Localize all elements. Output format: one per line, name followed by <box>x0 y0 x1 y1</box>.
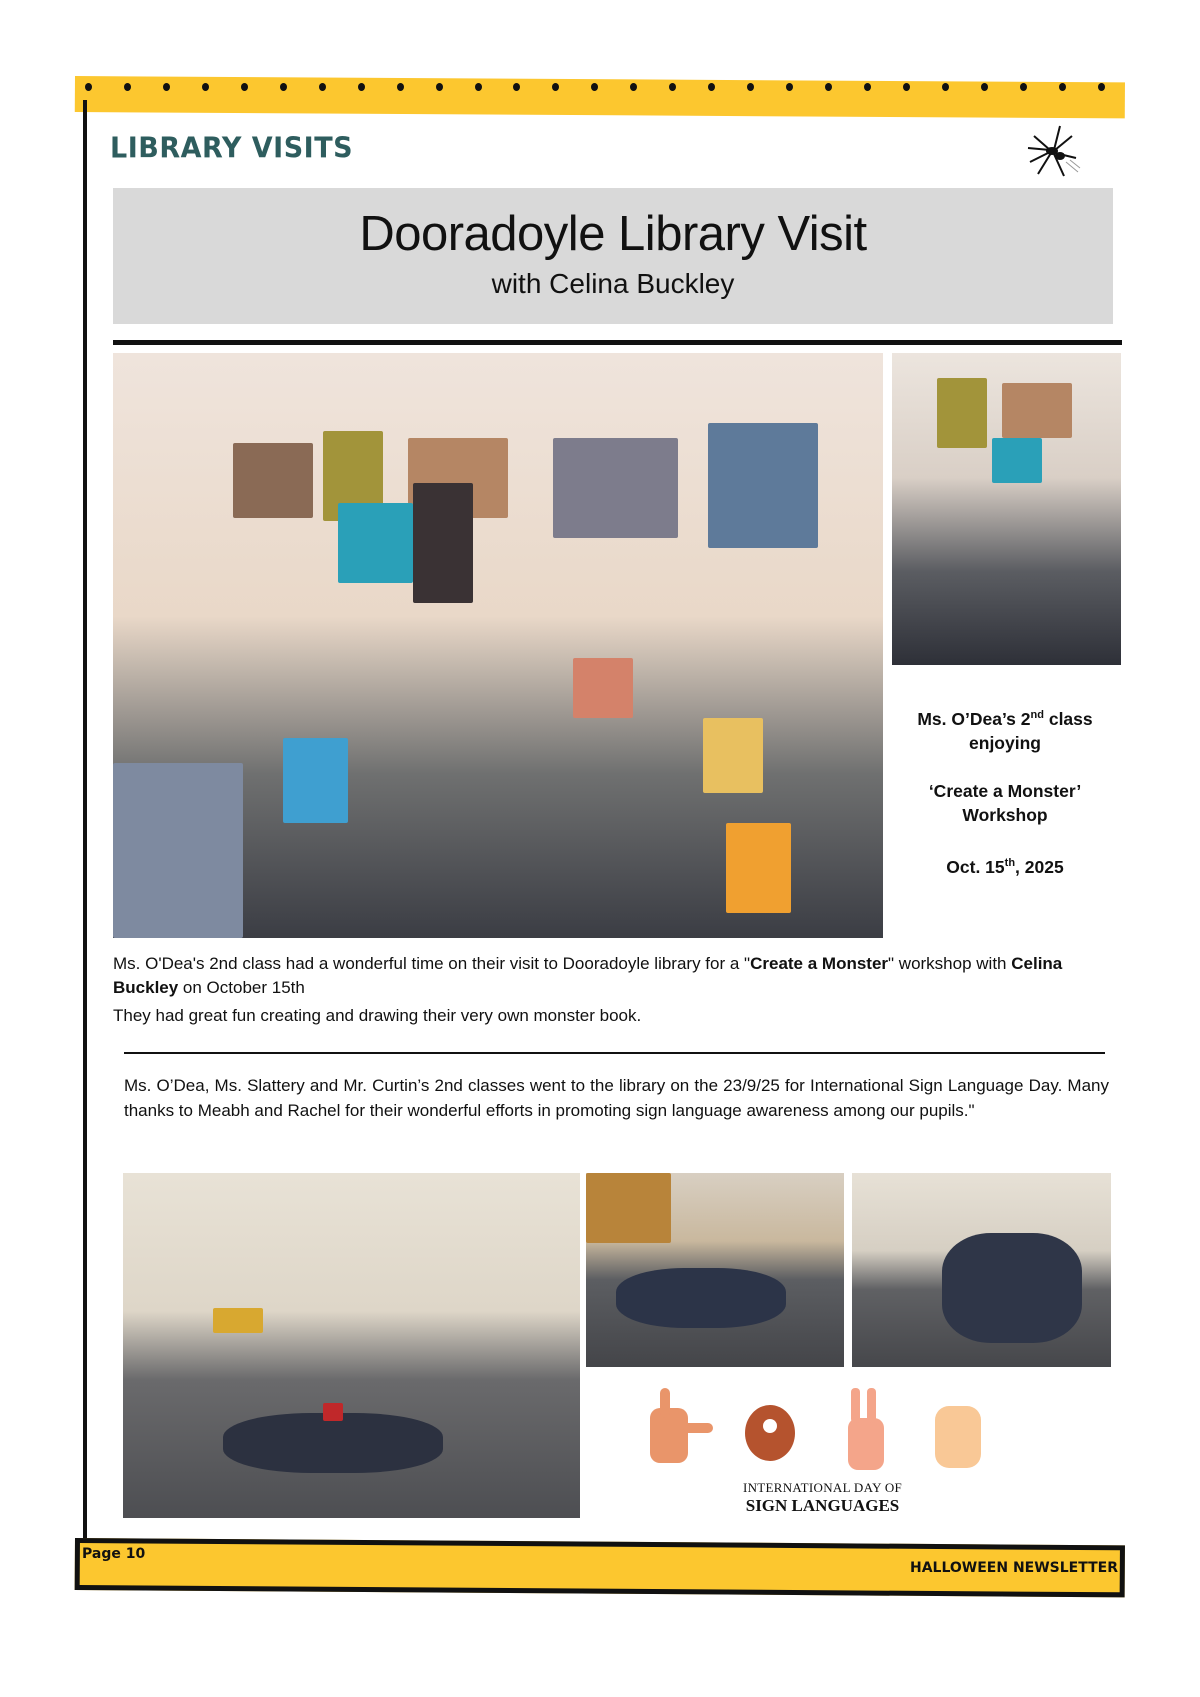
photo-caption <box>900 703 1110 879</box>
text: on October 15th <box>178 978 305 997</box>
divider <box>113 340 1122 345</box>
sign-language-logo-line1: INTERNATIONAL DAY OF <box>742 1480 903 1495</box>
caption-date: , 2025 <box>1015 856 1064 877</box>
caption-text: enjoying <box>969 732 1041 753</box>
sign-language-hands-icon <box>645 1388 1000 1478</box>
caption-sup: th <box>1004 856 1016 869</box>
photo-pupils-group <box>852 1173 1111 1367</box>
caption-text: Workshop <box>962 804 1048 825</box>
sign-language-logo-line2: SIGN LANGUAGES <box>745 1496 900 1515</box>
caption-text: ‘Create a Monster’ <box>928 780 1082 801</box>
paragraph-monster-workshop <box>113 952 1113 1028</box>
spider-icon <box>1020 122 1082 180</box>
paragraph-sign-language-day: Ms. O’Dea, Ms. Slattery and Mr. Curtin’s 2nd classes went to the library on the 23/9/25 for International Sign Language Day. Many thanks to Meabh and Rachel for their wonderful efforts in promoting sign language awareness among our pupils." <box>124 1076 1109 1120</box>
text: They had great fun creating and drawing their very own monster book. <box>113 1006 642 1025</box>
text: Ms. O'Dea's 2nd class had a wonderful time on their visit to Dooradoyle library for a " <box>113 954 751 973</box>
photo-pupils-seated <box>586 1173 844 1367</box>
photo-library-circle <box>123 1173 580 1518</box>
photo-class-with-monster-drawings <box>113 353 883 938</box>
photo-workshop-storytime <box>892 353 1121 665</box>
bold-text: Celina Buckley <box>113 954 1063 997</box>
article-title: Dooradoyle Library Visit <box>359 207 867 261</box>
article-subtitle: with Celina Buckley <box>491 268 735 299</box>
bold-text: Create a Monster <box>750 954 889 973</box>
caption-text: Ms. O’Dea’s 2 <box>917 708 1031 729</box>
caption-date: Oct. 15 <box>946 856 1005 877</box>
newsletter-name: HALLOWEEN NEWSLETTER <box>909 1560 1118 1576</box>
divider <box>124 1052 1105 1054</box>
left-border-line <box>83 100 87 1540</box>
section-title: LIBRARY VISITS <box>110 132 354 165</box>
page-number: Page 10 <box>82 1546 146 1562</box>
title-box <box>113 188 1113 324</box>
banner-dots <box>85 80 1105 94</box>
caption-sup: nd <box>1030 709 1044 721</box>
caption-text: class <box>1043 708 1093 729</box>
text: " workshop with <box>888 954 1012 973</box>
